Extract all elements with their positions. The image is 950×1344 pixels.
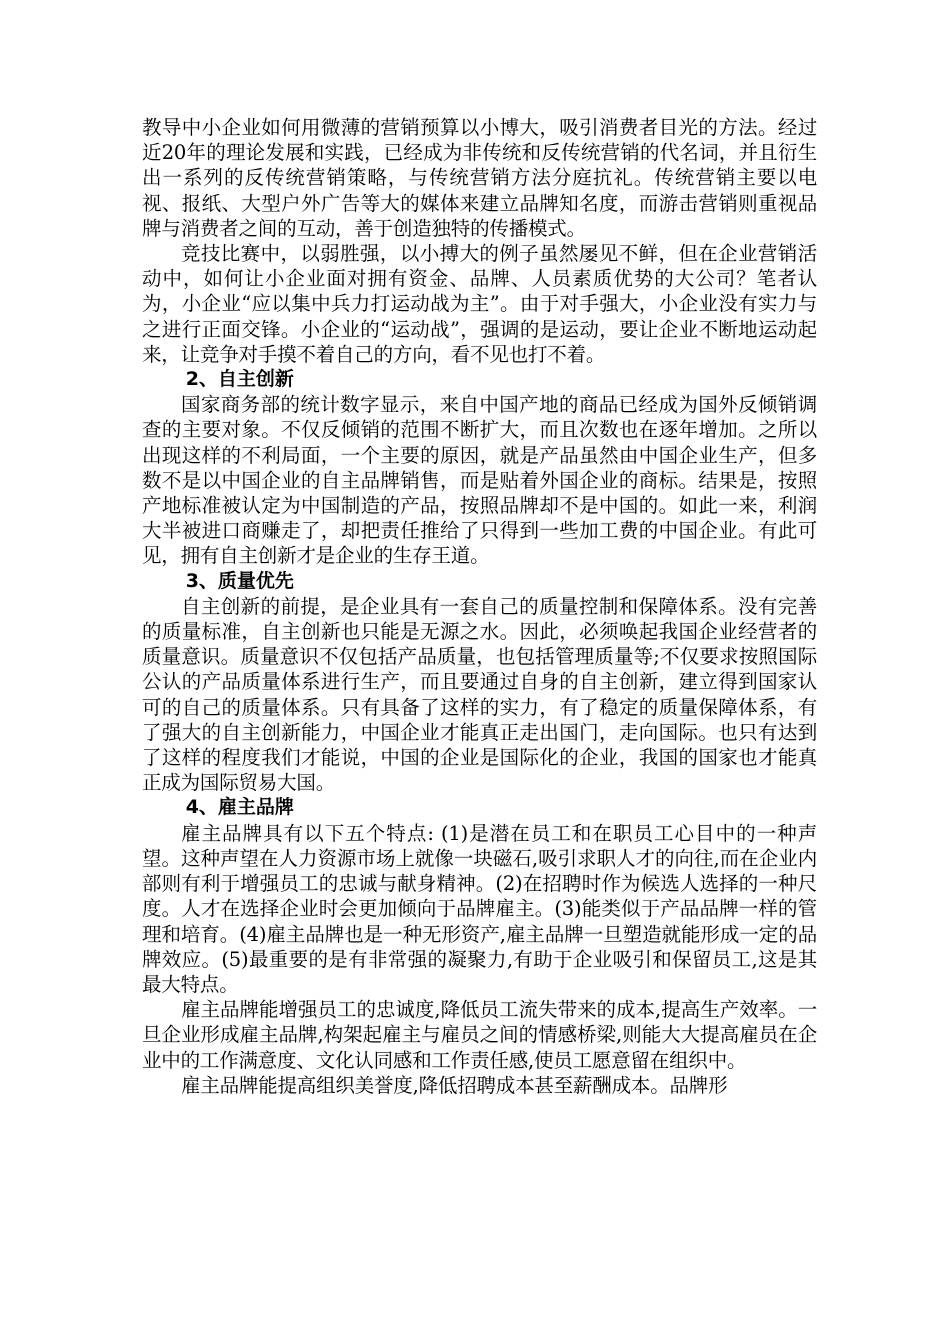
section-heading-quality-first: 3、质量优先	[185, 569, 294, 592]
section-heading-employer-brand: 4、雇主品牌	[185, 796, 294, 819]
paragraph-anti-dumping: 国家商务部的统计数字显示，来自中国产地的商品已经成为国外反倾销调查的主要对象。不仅反倾销的范围不断扩大，而且次数也在逐年增加。之所以出现这样的不利局面，一个主要的原因，就是产品虽然由中国企业生产，但多数不是以中国企业的自主品牌销售，而是贴着外国企业的商标。结果是，按照产地标准被认定为中国制造的产品，按照品牌却不是中国的。如此一来，利润大半被进口商赚走了，却把责任推给了只得到一些加工费的中国企业。有此可见，拥有自主创新才是企业的生存王道。	[142, 393, 817, 568]
paragraph-employer-brand-reputation: 雇主品牌能提高组织美誉度,降低招聘成本甚至薪酬成本。品牌形	[181, 1073, 728, 1097]
paragraph-quality-system: 自主创新的前提，是企业具有一套自己的质量控制和保障体系。没有完善的质量标准，自主创新也只能是无源之水。因此，必须唤起我国企业经营者的质量意识。质量意识不仅包括产品质量，也包括管理质量等;不仅要求按照国际公认的产品质量体系进行生产，而且要通过自身的自主创新，建立得到国家认可的自己的质量体系。只有具备了这样的实力，有了稳定的质量保障体系，有了强大的自主创新能力，中国企业才能真正走出国门，走向国际。也只有达到了这样的程度我们才能说，中国的企业是国际化的企业，我国的国家也才能真正成为国际贸易大国。	[142, 594, 817, 795]
paragraph-mobile-warfare: 竞技比赛中，以弱胜强，以小搏大的例子虽然屡见不鲜，但在企业营销活动中，如何让小企业面对拥有资金、品牌、人员素质优势的大公司？笔者认为，小企业“应以集中兵力打运动战为主”。由于对手强大，小企业没有实力与之进行正面交锋。小企业的“运动战”，强调的是运动，要让企业不断地运动起来，让竞争对手摸不着自己的方向，看不见也打不着。	[142, 242, 817, 366]
paragraph-guerrilla-marketing: 教导中小企业如何用微薄的营销预算以小博大，吸引消费者目光的方法。经过近20年的理论发展和实践，已经成为非传统和反传统营销的代名词，并且衍生出一系列的反传统营销策略，与传统营销方法分庭抗礼。传统营销主要以电视、报纸、大型户外广告等大的媒体来建立品牌知名度，而游击营销则重视品牌与消费者之间的互动，善于创造独特的传播模式。	[142, 116, 817, 240]
paragraph-employer-brand-loyalty: 雇主品牌能增强员工的忠诚度,降低员工流失带来的成本,提高生产效率。一旦企业形成雇主品牌,构架起雇主与雇员之间的情感桥梁,则能大大提高雇员在企业中的工作满意度、文化认同感和工作责任感,使员工愿意留在组织中。	[142, 998, 817, 1072]
paragraph-employer-brand-features: 雇主品牌具有以下五个特点: (1)是潜在员工和在职员工心目中的一种声望。这种声望在人力资源市场上就像一块磁石,吸引求职人才的向往,而在企业内部则有利于增强员工的忠诚与献身精神。(2)在招聘时作为候选人选择的一种尺度。人才在选择企业时会更加倾向于品牌雇主。(3)能类似于产品品牌一样的管理和培育。(4)雇主品牌也是一种无形资产,雇主品牌一旦塑造就能形成一定的品牌效应。(5)最重要的是有非常强的凝聚力,有助于企业吸引和保留员工,这是其最大特点。	[142, 821, 817, 996]
section-heading-independent-innovation: 2、自主创新	[185, 368, 294, 391]
document-page	[142, 115, 817, 1098]
